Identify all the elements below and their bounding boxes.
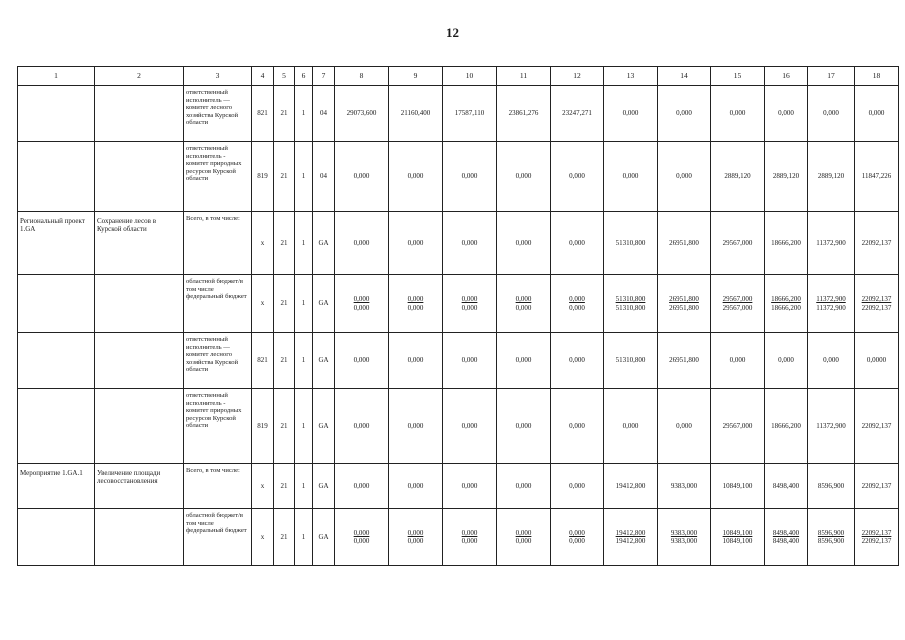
amount-value: 0,000 — [461, 238, 478, 247]
amount-value: 0,000 — [823, 109, 839, 118]
amount-cell-col-9 — [389, 389, 443, 464]
header-cell-3: 3 — [184, 67, 252, 86]
amount-value: 0,000 — [515, 356, 532, 365]
cell-col-5: 21 — [274, 333, 295, 389]
cell-col-3: Всего, в том числе: — [184, 212, 252, 275]
amount-value: 26951,800 — [669, 238, 699, 247]
amount-value: 0,000 — [515, 238, 532, 247]
cell-col-7: GA — [313, 509, 335, 566]
amount-value: 51310,800 — [615, 356, 646, 365]
amount-cell-col-9 — [389, 86, 443, 142]
amount-cell-col-11 — [497, 142, 551, 212]
amount-cell-col-16 — [765, 275, 808, 333]
amount-value: 0,000 — [569, 172, 585, 181]
cell-col-7: GA — [313, 275, 335, 333]
amount-cell-col-9 — [389, 509, 443, 566]
header-cell-17: 17 — [808, 67, 855, 86]
amount-cell-col-12 — [551, 275, 604, 333]
amount-value: 0,000 — [676, 109, 692, 118]
amount-value: 0,000 — [569, 238, 585, 247]
amount-cell-col-10 — [443, 464, 497, 509]
amount-cell-col-16 — [765, 333, 808, 389]
amount-cell-col-8 — [335, 333, 389, 389]
amount-value: 0,000 — [515, 421, 532, 430]
amount-cell-col-18 — [855, 275, 899, 333]
table-row — [18, 389, 899, 464]
cell-col-4: 819 — [252, 142, 274, 212]
cell-col-5: 21 — [274, 464, 295, 509]
cell-col-7: GA — [313, 389, 335, 464]
amount-cell-col-15 — [711, 142, 765, 212]
page-number: 12 — [446, 25, 459, 40]
amount-value: 23861,276 — [508, 109, 539, 118]
amount-value: 0,0000 — [866, 356, 887, 365]
regional-budget-value: 22092,137 — [861, 528, 892, 537]
header-cell-12: 12 — [551, 67, 604, 86]
cell-col-4: 821 — [252, 86, 274, 142]
amount-value: 0,000 — [407, 238, 424, 247]
amount-cell-col-14 — [658, 509, 711, 566]
regional-budget-value: 9383,000 — [670, 528, 698, 537]
amount-cell-col-12 — [551, 389, 604, 464]
cell-col-1 — [18, 333, 95, 389]
header-cell-7: 7 — [313, 67, 335, 86]
amount-cell-col-10 — [443, 275, 497, 333]
cell-col-4: 821 — [252, 333, 274, 389]
amount-value: 0,000 — [353, 356, 370, 365]
cell-col-5: 21 — [274, 509, 295, 566]
amount-cell-col-13 — [604, 464, 658, 509]
header-cell-4: 4 — [252, 67, 274, 86]
federal-budget-value: 9383,000 — [670, 537, 698, 545]
cell-col-7: 04 — [313, 86, 335, 142]
amount-cell-col-14 — [658, 212, 711, 275]
amount-cell-col-18 — [855, 464, 899, 509]
cell-col-2 — [95, 389, 184, 464]
federal-budget-value: 0,000 — [569, 303, 585, 312]
regional-budget-value: 0,000 — [353, 528, 370, 537]
cell-col-5: 21 — [274, 389, 295, 464]
amount-value: 0,000 — [868, 109, 885, 118]
header-cell-15: 15 — [711, 67, 765, 86]
amount-cell-col-17 — [808, 333, 855, 389]
cell-col-3: областной бюджет/в том числе федеральный бюджет — [184, 275, 252, 333]
amount-cell-col-16 — [765, 86, 808, 142]
amount-cell-col-13 — [604, 86, 658, 142]
amount-cell-col-10 — [443, 212, 497, 275]
regional-budget-value: 19412,800 — [615, 528, 646, 537]
cell-col-6: 1 — [295, 142, 313, 212]
amount-value: 0,000 — [823, 356, 839, 365]
table-row — [18, 464, 899, 509]
federal-budget-value: 26951,800 — [669, 303, 699, 312]
amount-value: 18666,200 — [771, 238, 801, 247]
amount-cell-col-16 — [765, 389, 808, 464]
amount-cell-col-9 — [389, 142, 443, 212]
amount-value: 0,000 — [778, 109, 794, 118]
amount-value: 0,000 — [569, 356, 585, 365]
amount-value: 9383,000 — [670, 481, 698, 490]
amount-value: 0,000 — [407, 356, 424, 365]
federal-budget-value: 11372,900 — [816, 303, 846, 312]
amount-cell-col-13 — [604, 275, 658, 333]
cell-col-6: 1 — [295, 509, 313, 566]
regional-budget-value: 0,000 — [407, 528, 424, 537]
cell-col-5: 21 — [274, 142, 295, 212]
amount-cell-col-8 — [335, 212, 389, 275]
amount-value: 0,000 — [569, 481, 585, 490]
cell-col-5: 21 — [274, 86, 295, 142]
regional-budget-value: 18666,200 — [771, 295, 801, 304]
amount-value: 0,000 — [622, 172, 639, 181]
amount-cell-col-14 — [658, 275, 711, 333]
amount-value: 0,000 — [461, 421, 478, 430]
amount-cell-col-9 — [389, 464, 443, 509]
amount-cell-col-9 — [389, 275, 443, 333]
federal-budget-value: 18666,200 — [771, 303, 801, 312]
amount-cell-col-10 — [443, 333, 497, 389]
regional-budget-value: 11372,900 — [816, 295, 846, 304]
federal-budget-value: 51310,800 — [615, 303, 646, 312]
cell-col-6: 1 — [295, 86, 313, 142]
budget-table — [17, 66, 899, 566]
regional-budget-value: 0,000 — [515, 295, 532, 304]
regional-budget-value: 10849,100 — [722, 528, 753, 537]
cell-col-1: Мероприятие 1.GA.1 — [18, 464, 95, 509]
amount-cell-col-12 — [551, 333, 604, 389]
federal-budget-value: 8596,900 — [817, 537, 845, 545]
amount-cell-col-12 — [551, 509, 604, 566]
federal-budget-value: 29567,000 — [722, 303, 753, 312]
cell-col-1 — [18, 389, 95, 464]
amount-value: 11372,900 — [816, 238, 846, 247]
federal-budget-value: 0,000 — [353, 537, 370, 545]
amount-value: 11847,226 — [861, 172, 892, 181]
amount-value: 29073,600 — [346, 109, 377, 118]
amount-cell-col-13 — [604, 389, 658, 464]
cell-col-3: ответственный исполнитель - комитет природных ресурсов Курской области — [184, 142, 252, 212]
federal-budget-value: 10849,100 — [722, 537, 753, 545]
amount-cell-col-10 — [443, 509, 497, 566]
amount-value: 10849,100 — [722, 481, 753, 490]
cell-col-3: ответственный исполнитель - комитет природных ресурсов Курской области — [184, 389, 252, 464]
amount-value: 0,000 — [778, 356, 794, 365]
amount-value: 22092,137 — [861, 421, 892, 430]
cell-col-4: х — [252, 275, 274, 333]
amount-value: 0,000 — [353, 238, 370, 247]
federal-budget-value: 0,000 — [515, 303, 532, 312]
cell-col-6: 1 — [295, 464, 313, 509]
header-cell-6: 6 — [295, 67, 313, 86]
federal-budget-value: 0,000 — [407, 303, 424, 312]
table-body — [18, 67, 899, 566]
amount-cell-col-18 — [855, 212, 899, 275]
regional-budget-value: 0,000 — [569, 295, 585, 304]
amount-value: 26951,800 — [669, 356, 699, 365]
amount-value: 11372,900 — [816, 421, 846, 430]
amount-value: 0,000 — [407, 172, 424, 181]
regional-budget-value: 0,000 — [353, 295, 370, 304]
federal-budget-value: 0,000 — [569, 537, 585, 545]
cell-col-1 — [18, 142, 95, 212]
cell-col-5: 21 — [274, 212, 295, 275]
regional-budget-value: 8596,900 — [817, 528, 845, 537]
header-cell-13: 13 — [604, 67, 658, 86]
regional-budget-value: 26951,800 — [669, 295, 699, 304]
table-row — [18, 509, 899, 566]
amount-value: 0,000 — [676, 172, 692, 181]
amount-cell-col-11 — [497, 86, 551, 142]
amount-cell-col-10 — [443, 142, 497, 212]
amount-cell-col-8 — [335, 86, 389, 142]
amount-value: 19412,800 — [615, 481, 646, 490]
regional-budget-value: 0,000 — [515, 528, 532, 537]
table-row — [18, 212, 899, 275]
cell-col-6: 1 — [295, 275, 313, 333]
amount-cell-col-12 — [551, 142, 604, 212]
amount-value: 0,000 — [461, 356, 478, 365]
amount-value: 8596,900 — [817, 481, 845, 490]
amount-cell-col-15 — [711, 212, 765, 275]
cell-col-4: х — [252, 464, 274, 509]
regional-budget-value: 29567,000 — [722, 295, 753, 304]
amount-cell-col-14 — [658, 142, 711, 212]
cell-col-3: ответственный исполнитель — комитет лесного хозяйства Курской области — [184, 333, 252, 389]
federal-budget-value: 8498,400 — [772, 537, 800, 545]
amount-cell-col-8 — [335, 275, 389, 333]
amount-cell-col-11 — [497, 275, 551, 333]
header-cell-16: 16 — [765, 67, 808, 86]
amount-cell-col-15 — [711, 275, 765, 333]
header-cell-1: 1 — [18, 67, 95, 86]
amount-value: 21160,400 — [400, 109, 431, 118]
amount-cell-col-12 — [551, 212, 604, 275]
amount-cell-col-9 — [389, 212, 443, 275]
table-row — [18, 86, 899, 142]
amount-cell-col-14 — [658, 464, 711, 509]
amount-value: 2889,120 — [772, 172, 800, 181]
amount-value: 17587,110 — [454, 109, 485, 118]
amount-cell-col-13 — [604, 142, 658, 212]
federal-budget-value: 22092,137 — [861, 303, 892, 312]
amount-value: 0,000 — [729, 356, 746, 365]
federal-budget-value: 0,000 — [407, 537, 424, 545]
amount-cell-col-8 — [335, 142, 389, 212]
amount-cell-col-17 — [808, 212, 855, 275]
amount-cell-col-18 — [855, 509, 899, 566]
table-row — [18, 142, 899, 212]
amount-cell-col-18 — [855, 142, 899, 212]
amount-value: 29567,000 — [722, 238, 753, 247]
amount-cell-col-12 — [551, 86, 604, 142]
regional-budget-value: 8498,400 — [772, 528, 800, 537]
amount-value: 0,000 — [622, 109, 639, 118]
amount-value: 22092,137 — [861, 238, 892, 247]
amount-cell-col-18 — [855, 389, 899, 464]
header-cell-9: 9 — [389, 67, 443, 86]
amount-value: 0,000 — [353, 481, 370, 490]
amount-cell-col-16 — [765, 509, 808, 566]
cell-col-1: Региональный проект 1.GA — [18, 212, 95, 275]
header-cell-18: 18 — [855, 67, 899, 86]
amount-cell-col-17 — [808, 275, 855, 333]
amount-cell-col-8 — [335, 509, 389, 566]
header-cell-10: 10 — [443, 67, 497, 86]
amount-value: 0,000 — [515, 172, 532, 181]
cell-col-1 — [18, 509, 95, 566]
amount-value: 0,000 — [407, 481, 424, 490]
amount-cell-col-8 — [335, 389, 389, 464]
cell-col-4: х — [252, 212, 274, 275]
amount-cell-col-14 — [658, 333, 711, 389]
federal-budget-value: 0,000 — [515, 537, 532, 545]
cell-col-2 — [95, 509, 184, 566]
cell-col-5: 21 — [274, 275, 295, 333]
amount-cell-col-11 — [497, 509, 551, 566]
amount-value: 0,000 — [729, 109, 746, 118]
amount-cell-col-11 — [497, 212, 551, 275]
amount-cell-col-15 — [711, 509, 765, 566]
amount-cell-col-10 — [443, 389, 497, 464]
cell-col-4: х — [252, 509, 274, 566]
cell-col-7: GA — [313, 333, 335, 389]
cell-col-4: 819 — [252, 389, 274, 464]
regional-budget-value: 0,000 — [461, 528, 478, 537]
amount-cell-col-17 — [808, 86, 855, 142]
amount-cell-col-12 — [551, 464, 604, 509]
cell-col-2 — [95, 333, 184, 389]
amount-cell-col-13 — [604, 333, 658, 389]
amount-cell-col-13 — [604, 212, 658, 275]
header-cell-8: 8 — [335, 67, 389, 86]
amount-cell-col-18 — [855, 333, 899, 389]
amount-value: 0,000 — [622, 421, 639, 430]
amount-value: 29567,000 — [722, 421, 753, 430]
cell-col-7: GA — [313, 464, 335, 509]
cell-col-3: ответственный исполнитель — комитет лесного хозяйства Курской области — [184, 86, 252, 142]
cell-col-6: 1 — [295, 212, 313, 275]
amount-cell-col-8 — [335, 464, 389, 509]
regional-budget-value: 0,000 — [461, 295, 478, 304]
cell-col-3: Всего, в том числе: — [184, 464, 252, 509]
cell-col-7: GA — [313, 212, 335, 275]
amount-value: 18666,200 — [771, 421, 801, 430]
cell-col-2 — [95, 142, 184, 212]
amount-cell-col-15 — [711, 464, 765, 509]
federal-budget-value: 0,000 — [461, 303, 478, 312]
amount-value: 23247,271 — [562, 109, 592, 118]
amount-value: 0,000 — [461, 481, 478, 490]
federal-budget-value: 19412,800 — [615, 537, 646, 545]
amount-value: 8498,400 — [772, 481, 800, 490]
cell-col-2: Сохранение лесов в Курской области — [95, 212, 184, 275]
table-row — [18, 333, 899, 389]
cell-col-3: областной бюджет/в том числе федеральный бюджет — [184, 509, 252, 566]
amount-cell-col-15 — [711, 333, 765, 389]
cell-col-7: 04 — [313, 142, 335, 212]
table-row — [18, 275, 899, 333]
amount-cell-col-11 — [497, 333, 551, 389]
amount-cell-col-18 — [855, 86, 899, 142]
cell-col-1 — [18, 86, 95, 142]
amount-value: 0,000 — [353, 421, 370, 430]
regional-budget-value: 0,000 — [407, 295, 424, 304]
header-row — [18, 67, 899, 86]
amount-cell-col-15 — [711, 86, 765, 142]
federal-budget-value: 22092,137 — [861, 537, 892, 545]
amount-cell-col-9 — [389, 333, 443, 389]
amount-value: 0,000 — [461, 172, 478, 181]
federal-budget-value: 0,000 — [353, 303, 370, 312]
amount-value: 0,000 — [407, 421, 424, 430]
amount-cell-col-17 — [808, 509, 855, 566]
cell-col-6: 1 — [295, 333, 313, 389]
cell-col-6: 1 — [295, 389, 313, 464]
amount-cell-col-15 — [711, 389, 765, 464]
amount-cell-col-11 — [497, 464, 551, 509]
cell-col-2 — [95, 275, 184, 333]
header-cell-5: 5 — [274, 67, 295, 86]
federal-budget-value: 0,000 — [461, 537, 478, 545]
amount-cell-col-16 — [765, 212, 808, 275]
amount-cell-col-10 — [443, 86, 497, 142]
header-cell-2: 2 — [95, 67, 184, 86]
amount-cell-col-14 — [658, 86, 711, 142]
amount-cell-col-17 — [808, 464, 855, 509]
amount-value: 0,000 — [515, 481, 532, 490]
regional-budget-value: 51310,800 — [615, 295, 646, 304]
cell-col-2 — [95, 86, 184, 142]
amount-cell-col-17 — [808, 142, 855, 212]
header-cell-14: 14 — [658, 67, 711, 86]
amount-cell-col-16 — [765, 142, 808, 212]
amount-value: 51310,800 — [615, 238, 646, 247]
regional-budget-value: 22092,137 — [861, 295, 892, 304]
regional-budget-value: 0,000 — [569, 528, 585, 537]
amount-cell-col-13 — [604, 509, 658, 566]
amount-value: 2889,120 — [724, 172, 751, 181]
amount-cell-col-16 — [765, 464, 808, 509]
cell-col-1 — [18, 275, 95, 333]
amount-value: 22092,137 — [861, 481, 892, 490]
amount-cell-col-17 — [808, 389, 855, 464]
amount-value: 0,000 — [353, 172, 370, 181]
amount-value: 0,000 — [569, 421, 585, 430]
amount-value: 2889,120 — [817, 172, 845, 181]
cell-col-2: Увеличение площади лесовосстановления — [95, 464, 184, 509]
amount-cell-col-11 — [497, 389, 551, 464]
amount-cell-col-14 — [658, 389, 711, 464]
header-cell-11: 11 — [497, 67, 551, 86]
amount-value: 0,000 — [676, 421, 692, 430]
